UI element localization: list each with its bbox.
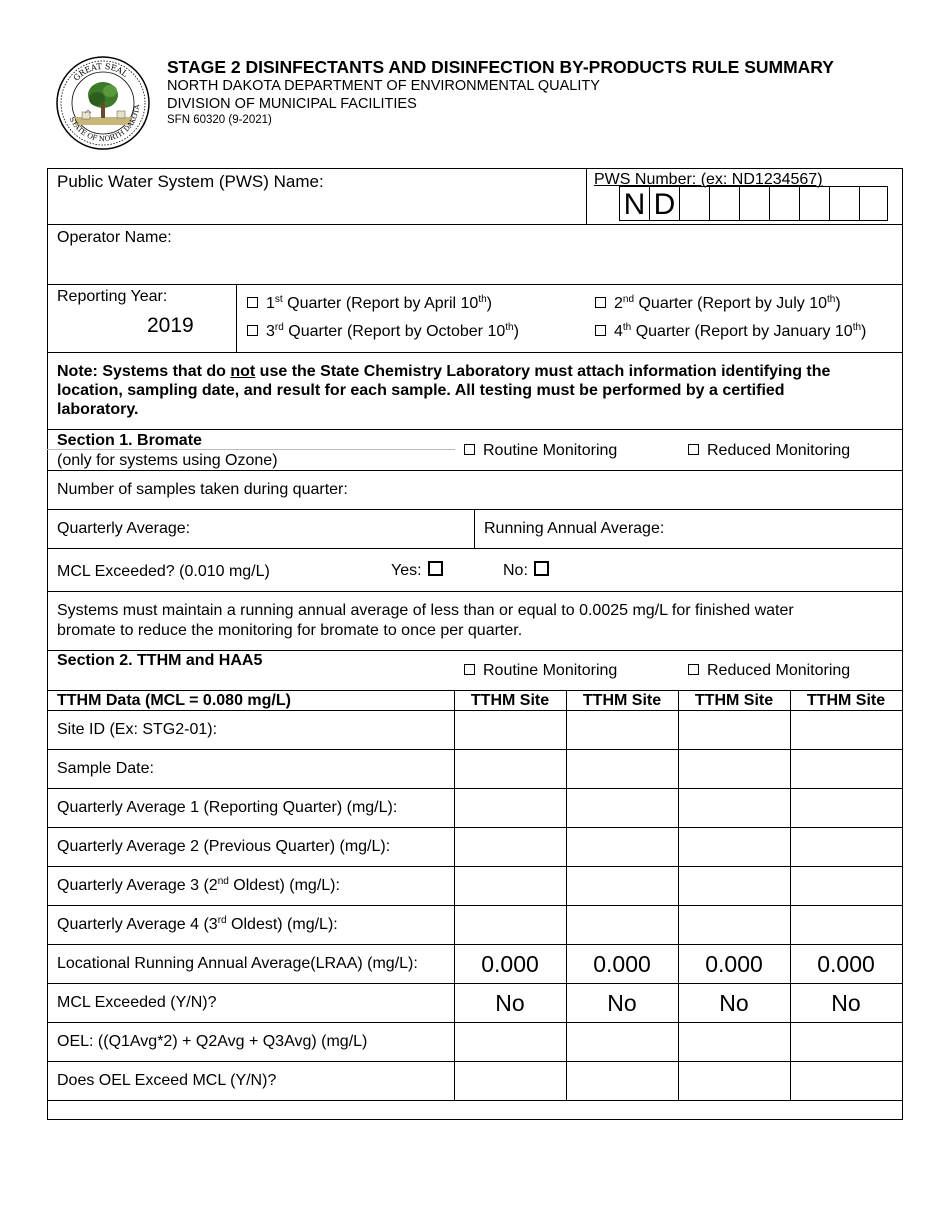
quarterly-average-2-label: Quarterly Average 2 (Previous Quarter) (mg/L): bbox=[57, 838, 391, 855]
tthm-site-header: TTHM Site bbox=[470, 692, 550, 709]
form-number: SFN 60320 (9-2021) bbox=[167, 114, 272, 126]
operator-input[interactable] bbox=[57, 250, 887, 280]
bromate-info-line-1: Systems must maintain a running annual average of less than or equal to 0.0025 mg/L for finished water bbox=[57, 602, 794, 619]
note-line-3: laboratory. bbox=[57, 401, 139, 418]
north-dakota-seal bbox=[55, 55, 151, 151]
mcl-exceeded-value: No bbox=[495, 990, 525, 1016]
note-line-1: Note: Systems that do not use the State Chemistry Laboratory must attach information identifying the bbox=[57, 363, 831, 380]
pws-number-digit[interactable] bbox=[800, 187, 830, 220]
mcl-yes-option[interactable]: Yes: bbox=[391, 561, 443, 580]
mcl-exceeded-label: MCL Exceeded? (0.010 mg/L) bbox=[57, 563, 270, 580]
site-id-label: Site ID (Ex: STG2-01): bbox=[57, 721, 218, 738]
bromate-info-line-2: bromate to reduce the monitoring for bromate to once per quarter. bbox=[57, 622, 523, 639]
checkbox[interactable] bbox=[247, 297, 258, 308]
tthm-table-header: TTHM Data (MCL = 0.080 mg/L) bbox=[57, 692, 291, 709]
pws-number-digit: D bbox=[650, 187, 680, 220]
samples-taken-label: Number of samples taken during quarter: bbox=[57, 481, 348, 498]
pws-number-digit[interactable] bbox=[770, 187, 800, 220]
pws-number-boxes[interactable] bbox=[619, 186, 888, 221]
quarter-1-option[interactable]: 1st Quarter (Report by April 10th) bbox=[247, 294, 492, 313]
checkbox[interactable] bbox=[534, 561, 549, 576]
form-title: STAGE 2 DISINFECTANTS AND DISINFECTION BY-PRODUCTS RULE SUMMARY bbox=[167, 57, 834, 77]
checkbox[interactable] bbox=[595, 325, 606, 336]
section-1-routine-option[interactable]: Routine Monitoring bbox=[464, 441, 617, 460]
checkbox[interactable] bbox=[464, 664, 475, 675]
oel-label: OEL: ((Q1Avg*2) + Q2Avg + Q3Avg) (mg/L) bbox=[57, 1033, 368, 1050]
lraa-value: 0.000 bbox=[705, 951, 763, 977]
quarterly-average-4-label: Quarterly Average 4 (3rd Oldest) (mg/L): bbox=[57, 915, 338, 933]
tthm-site-header: TTHM Site bbox=[806, 692, 886, 709]
oel-exceed-label: Does OEL Exceed MCL (Y/N)? bbox=[57, 1072, 277, 1089]
pws-number-digit: N bbox=[620, 187, 650, 220]
quarterly-average-1-label: Quarterly Average 1 (Reporting Quarter) (mg/L): bbox=[57, 799, 398, 816]
checkbox[interactable] bbox=[595, 297, 606, 308]
lraa-value: 0.000 bbox=[593, 951, 651, 977]
section-2-routine-option[interactable]: Routine Monitoring bbox=[464, 661, 617, 680]
pws-number-label: PWS Number: (ex: ND1234567) bbox=[594, 171, 823, 188]
lraa-value: 0.000 bbox=[817, 951, 875, 977]
quarterly-average-3-label: Quarterly Average 3 (2nd Oldest) (mg/L): bbox=[57, 876, 340, 894]
mcl-no-option[interactable]: No: bbox=[503, 561, 549, 580]
section-1-subtitle: (only for systems using Ozone) bbox=[57, 452, 278, 469]
division-name: DIVISION OF MUNICIPAL FACILITIES bbox=[167, 96, 417, 112]
section-2-reduced-option[interactable]: Reduced Monitoring bbox=[688, 661, 850, 680]
lraa-label: Locational Running Annual Average(LRAA) (mg/L): bbox=[57, 955, 418, 972]
reporting-year-value[interactable]: 2019 bbox=[147, 314, 194, 337]
mcl-exceeded-value: No bbox=[831, 990, 861, 1016]
pws-number-digit[interactable] bbox=[680, 187, 710, 220]
pws-name-input[interactable] bbox=[87, 196, 577, 220]
pws-number-digit[interactable] bbox=[740, 187, 770, 220]
checkbox[interactable] bbox=[688, 444, 699, 455]
pws-number-digit[interactable] bbox=[830, 187, 860, 220]
section-2-title: Section 2. TTHM and HAA5 bbox=[57, 652, 263, 669]
quarterly-average-label: Quarterly Average: bbox=[57, 520, 191, 537]
checkbox[interactable] bbox=[247, 325, 258, 336]
operator-label: Operator Name: bbox=[57, 229, 172, 246]
agency-name: NORTH DAKOTA DEPARTMENT OF ENVIRONMENTAL QUALITY bbox=[167, 78, 600, 94]
svg-text:GREAT SEAL: GREAT SEAL bbox=[71, 61, 130, 83]
quarter-3-option[interactable]: 3rd Quarter (Report by October 10th) bbox=[247, 322, 519, 341]
sample-date-label: Sample Date: bbox=[57, 760, 154, 777]
checkbox[interactable] bbox=[428, 561, 443, 576]
quarter-4-option[interactable]: 4th Quarter (Report by January 10th) bbox=[595, 322, 866, 341]
svg-text:STATE OF NORTH DAKOTA: STATE OF NORTH DAKOTA bbox=[67, 104, 142, 144]
checkbox[interactable] bbox=[688, 664, 699, 675]
mcl-exceeded-value: No bbox=[719, 990, 749, 1016]
section-1-reduced-option[interactable]: Reduced Monitoring bbox=[688, 441, 850, 460]
checkbox[interactable] bbox=[464, 444, 475, 455]
reporting-year-label: Reporting Year: bbox=[57, 288, 168, 305]
mcl-exceeded-yn-label: MCL Exceeded (Y/N)? bbox=[57, 994, 217, 1011]
pws-number-digit[interactable] bbox=[860, 187, 887, 220]
tthm-site-header: TTHM Site bbox=[582, 692, 662, 709]
pws-name-label: Public Water System (PWS) Name: bbox=[57, 172, 324, 191]
running-annual-average-label: Running Annual Average: bbox=[484, 520, 665, 537]
section-1-title: Section 1. Bromate bbox=[57, 432, 202, 449]
mcl-exceeded-value: No bbox=[607, 990, 637, 1016]
pws-number-digit[interactable] bbox=[710, 187, 740, 220]
note-line-2: location, sampling date, and result for each sample. All testing must be performed by a certified bbox=[57, 382, 785, 399]
quarter-2-option[interactable]: 2nd Quarter (Report by July 10th) bbox=[595, 294, 841, 313]
lraa-value: 0.000 bbox=[481, 951, 539, 977]
tthm-site-header: TTHM Site bbox=[694, 692, 774, 709]
